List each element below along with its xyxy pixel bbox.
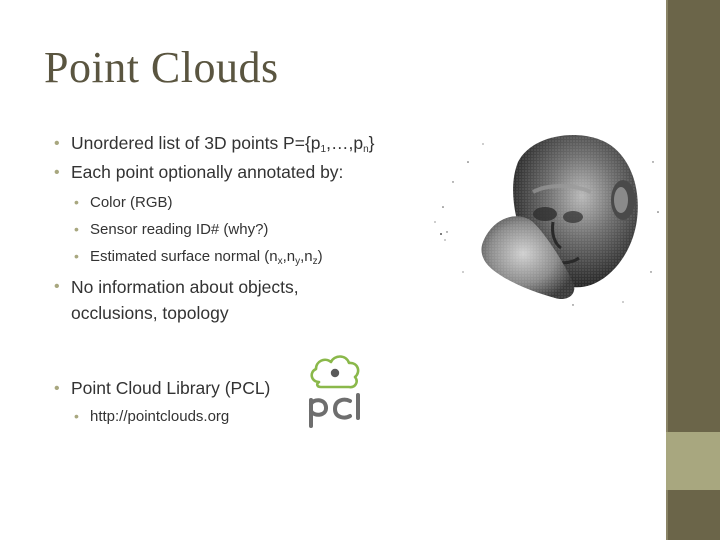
sub-bullet-pcl-url: • http://pointclouds.org [74, 407, 434, 426]
pcl-wordmark [311, 395, 358, 426]
point-cloud-head-image [423, 122, 666, 310]
bullet-no-information: • No information about objects, occlusions, topology [54, 274, 371, 326]
pcl-logo [305, 352, 365, 430]
bullet-annotated: • Each point optionally annotated by: [54, 162, 434, 183]
cloud-icon [312, 357, 358, 388]
sub-bullet-normal: • Estimated surface normal $(n_x,n_y,n_z)$ [74, 247, 434, 266]
bullet-pcl: • Point Cloud Library (PCL) [54, 378, 434, 399]
sub-bullet-sensor-id: • Sensor reading ID# (why?) [74, 220, 434, 239]
bullet-list [54, 133, 434, 434]
slide-title: Point Clouds [44, 43, 279, 92]
side-band-accent [666, 432, 720, 490]
sub-bullet-color: • Color (RGB) [74, 193, 434, 212]
bullet-unordered-list: • Unordered list of 3D points $P=\{p_1,\dots,p_n\}$ [54, 133, 434, 154]
